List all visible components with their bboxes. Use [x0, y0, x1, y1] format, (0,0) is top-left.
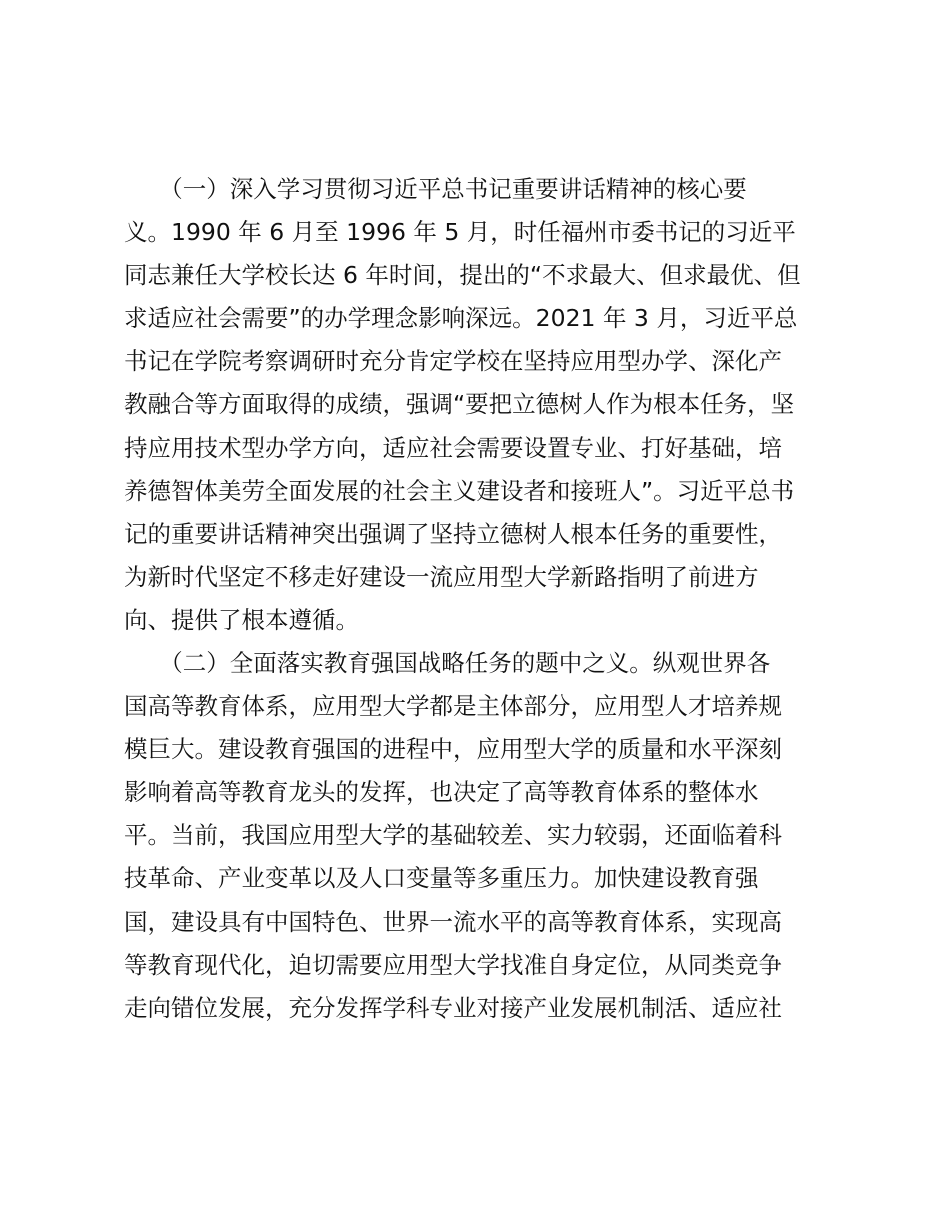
- paragraph-line: 教融合等方面取得的成绩，强调“要把立德树人作为根本任务，坚: [124, 390, 795, 419]
- paragraph-line: 走向错位发展，充分发挥学科专业对接产业发展机制活、适应社: [124, 993, 782, 1022]
- paragraph-line: 书记在学院考察调研时充分肯定学校在坚持应用型办学、深化产: [124, 347, 782, 376]
- paragraph-line: 养德智体美劳全面发展的社会主义建设者和接班人”。习近平总书: [124, 476, 795, 505]
- paragraph-line: （一）深入学习贯彻习近平总书记重要讲话精神的核心要: [124, 175, 747, 203]
- paragraph-line: 技革命、产业变革以及人口变量等多重压力。加快建设教育强: [124, 864, 759, 893]
- paragraph-line: 国，建设具有中国特色、世界一流水平的高等教育体系，实现高: [124, 907, 782, 936]
- paragraph-line: 模巨大。建设教育强国的进程中，应用型大学的质量和水平深刻: [124, 735, 782, 764]
- paragraph-line: 同志兼任大学校长达 6 年时间，提出的“不求最大、但求最优、但: [124, 261, 801, 290]
- paragraph-line: 等教育现代化，迫切需要应用型大学找准自身定位，从同类竞争: [124, 950, 782, 979]
- paragraph-line: 求适应社会需要”的办学理念影响深远。2021 年 3 月，习近平总: [124, 304, 798, 333]
- paragraph-1: [124, 168, 834, 642]
- paragraph-line: （二）全面落实教育强国战略任务的题中之义。纵观世界各: [124, 649, 771, 677]
- paragraph-line: 平。当前，我国应用型大学的基础较差、实力较弱，还面临着科: [124, 821, 782, 850]
- paragraph-line: 向、提供了根本遵循。: [124, 605, 359, 634]
- paragraph-line: 持应用技术型办学方向，适应社会需要设置专业、打好基础，培: [124, 433, 782, 462]
- paragraph-line: 影响着高等教育龙头的发挥，也决定了高等教育体系的整体水: [124, 778, 759, 807]
- paragraph-line: 义。1990 年 6 月至 1996 年 5 月，时任福州市委书记的习近平: [124, 218, 796, 247]
- paragraph-line: 记的重要讲话精神突出强调了坚持立德树人根本任务的重要性，: [124, 519, 782, 548]
- paragraph-2: [124, 642, 834, 1030]
- paragraph-line: 国高等教育体系，应用型大学都是主体部分，应用型人才培养规: [124, 692, 782, 721]
- paragraph-line: 为新时代坚定不移走好建设一流应用型大学新路指明了前进方: [124, 562, 759, 591]
